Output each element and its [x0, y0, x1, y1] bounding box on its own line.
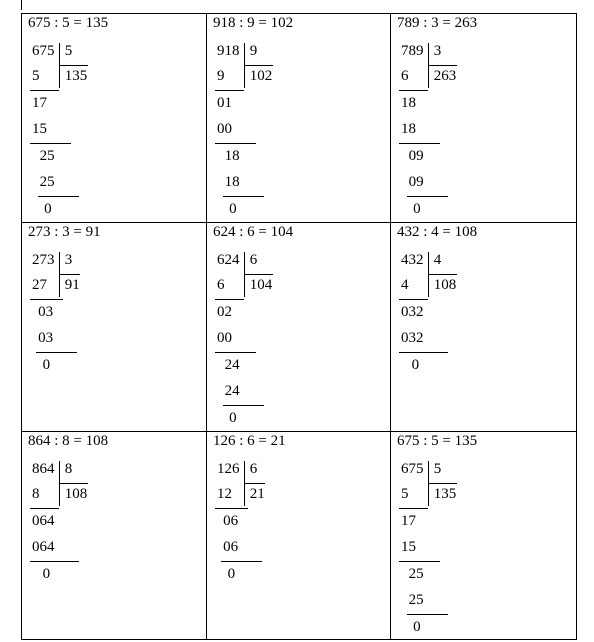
working-step: 5 [32, 68, 40, 84]
division-bracket-horizontal [244, 274, 273, 275]
dividend: 789 [401, 42, 424, 59]
quotient: 108 [433, 277, 457, 293]
text-cursor [21, 0, 22, 10]
division-cell [391, 223, 577, 432]
subtraction-line [30, 561, 79, 562]
working-step: 9 [217, 68, 225, 84]
division-table [21, 13, 577, 640]
division-bracket-horizontal [428, 483, 457, 484]
working-step: 064 [32, 512, 55, 529]
working-step: 18 [224, 147, 240, 164]
subtraction-line [221, 561, 262, 562]
dividend: 675 [401, 460, 424, 477]
subtraction-line [215, 299, 244, 300]
subtraction-line [407, 196, 448, 197]
divisor: 6 [249, 251, 258, 268]
subtraction-line [399, 299, 428, 300]
division-bracket-horizontal [59, 274, 80, 275]
division-bracket-horizontal [428, 274, 457, 275]
equation-label: 789 : 3 = 263 [397, 15, 478, 31]
working-step: 18 [401, 94, 416, 111]
equation-label: 918 : 9 = 102 [213, 15, 294, 31]
divisor: 3 [433, 42, 442, 59]
division-bracket-horizontal [59, 65, 88, 66]
subtraction-line [223, 196, 264, 197]
division-cell [207, 432, 391, 640]
subtraction-line [399, 508, 428, 509]
subtraction-line [399, 143, 440, 144]
divisor: 6 [249, 460, 258, 477]
divisor: 5 [433, 460, 442, 477]
subtraction-line [215, 143, 256, 144]
dividend: 273 [32, 251, 55, 268]
working-step: 25 [39, 174, 55, 190]
remainder: 0 [413, 618, 421, 635]
working-step: 24 [224, 383, 240, 399]
dividend: 918 [217, 42, 240, 59]
working-step: 03 [38, 330, 54, 346]
equation-label: 432 : 4 = 108 [397, 224, 478, 240]
dividend: 624 [217, 251, 240, 268]
working-step: 18 [401, 121, 416, 137]
division-cell [207, 14, 391, 223]
dividend: 675 [32, 42, 55, 59]
working-step: 5 [401, 486, 409, 502]
working-step: 09 [408, 147, 424, 164]
subtraction-line [399, 352, 448, 353]
working-step: 15 [32, 121, 47, 137]
working-step: 18 [224, 174, 240, 190]
remainder: 0 [44, 200, 52, 217]
equation-label: 624 : 6 = 104 [213, 224, 294, 240]
dividend: 126 [217, 460, 240, 477]
subtraction-line [407, 614, 448, 615]
division-bracket-horizontal [59, 483, 88, 484]
quotient: 21 [249, 486, 265, 502]
division-bracket-horizontal [244, 65, 273, 66]
divisor: 4 [433, 251, 442, 268]
subtraction-line [30, 90, 59, 91]
division-cell [207, 223, 391, 432]
remainder: 0 [229, 200, 237, 217]
division-cell [22, 432, 207, 640]
working-step: 6 [217, 277, 225, 293]
quotient: 108 [64, 486, 88, 502]
working-step: 032 [401, 330, 424, 346]
working-step: 00 [217, 121, 232, 137]
working-step: 17 [32, 94, 47, 111]
division-cell [391, 432, 577, 640]
dividend: 432 [401, 251, 424, 268]
subtraction-line [215, 352, 256, 353]
subtraction-line [399, 90, 428, 91]
remainder: 0 [411, 356, 420, 373]
subtraction-line [36, 352, 77, 353]
subtraction-line [215, 90, 244, 91]
remainder: 0 [42, 565, 51, 582]
equation-label: 675 : 5 = 135 [397, 433, 478, 449]
working-step: 02 [217, 303, 232, 320]
subtraction-line [38, 196, 79, 197]
divisor: 3 [64, 251, 73, 268]
division-cell [22, 223, 207, 432]
equation-label: 273 : 3 = 91 [28, 224, 101, 240]
division-cell [22, 14, 207, 223]
working-step: 06 [223, 512, 239, 529]
subtraction-line [30, 508, 59, 509]
divisor: 8 [64, 460, 73, 477]
working-step: 4 [401, 277, 409, 293]
working-step: 032 [401, 303, 424, 320]
quotient: 135 [433, 486, 457, 502]
working-step: 06 [223, 539, 239, 555]
working-step: 17 [401, 512, 416, 529]
subtraction-line [399, 561, 440, 562]
working-step: 25 [408, 592, 424, 608]
subtraction-line [30, 143, 71, 144]
divisor: 5 [64, 42, 73, 59]
remainder: 0 [42, 356, 51, 373]
quotient: 91 [64, 277, 80, 293]
working-step: 27 [32, 277, 47, 293]
quotient: 104 [249, 277, 273, 293]
working-step: 25 [408, 565, 424, 582]
equation-label: 864 : 8 = 108 [28, 433, 109, 449]
remainder: 0 [413, 200, 421, 217]
equation-label: 675 : 5 = 135 [28, 15, 109, 31]
working-step: 8 [32, 486, 40, 502]
working-step: 25 [39, 147, 55, 164]
working-step: 03 [38, 303, 54, 320]
division-cell [391, 14, 577, 223]
division-bracket-horizontal [428, 65, 457, 66]
working-step: 15 [401, 539, 416, 555]
remainder: 0 [227, 565, 236, 582]
divisor: 9 [249, 42, 258, 59]
working-step: 09 [408, 174, 424, 190]
working-step: 12 [217, 486, 232, 502]
division-bracket-horizontal [244, 483, 265, 484]
working-step: 00 [217, 330, 232, 346]
quotient: 135 [64, 68, 88, 84]
quotient: 102 [249, 68, 273, 84]
subtraction-line [30, 299, 63, 300]
remainder: 0 [229, 409, 237, 426]
subtraction-line [215, 508, 248, 509]
dividend: 864 [32, 460, 55, 477]
working-step: 6 [401, 68, 409, 84]
working-step: 01 [217, 94, 232, 111]
subtraction-line [223, 405, 264, 406]
quotient: 263 [433, 68, 457, 84]
working-step: 24 [224, 356, 240, 373]
working-step: 064 [32, 539, 55, 555]
equation-label: 126 : 6 = 21 [213, 433, 286, 449]
